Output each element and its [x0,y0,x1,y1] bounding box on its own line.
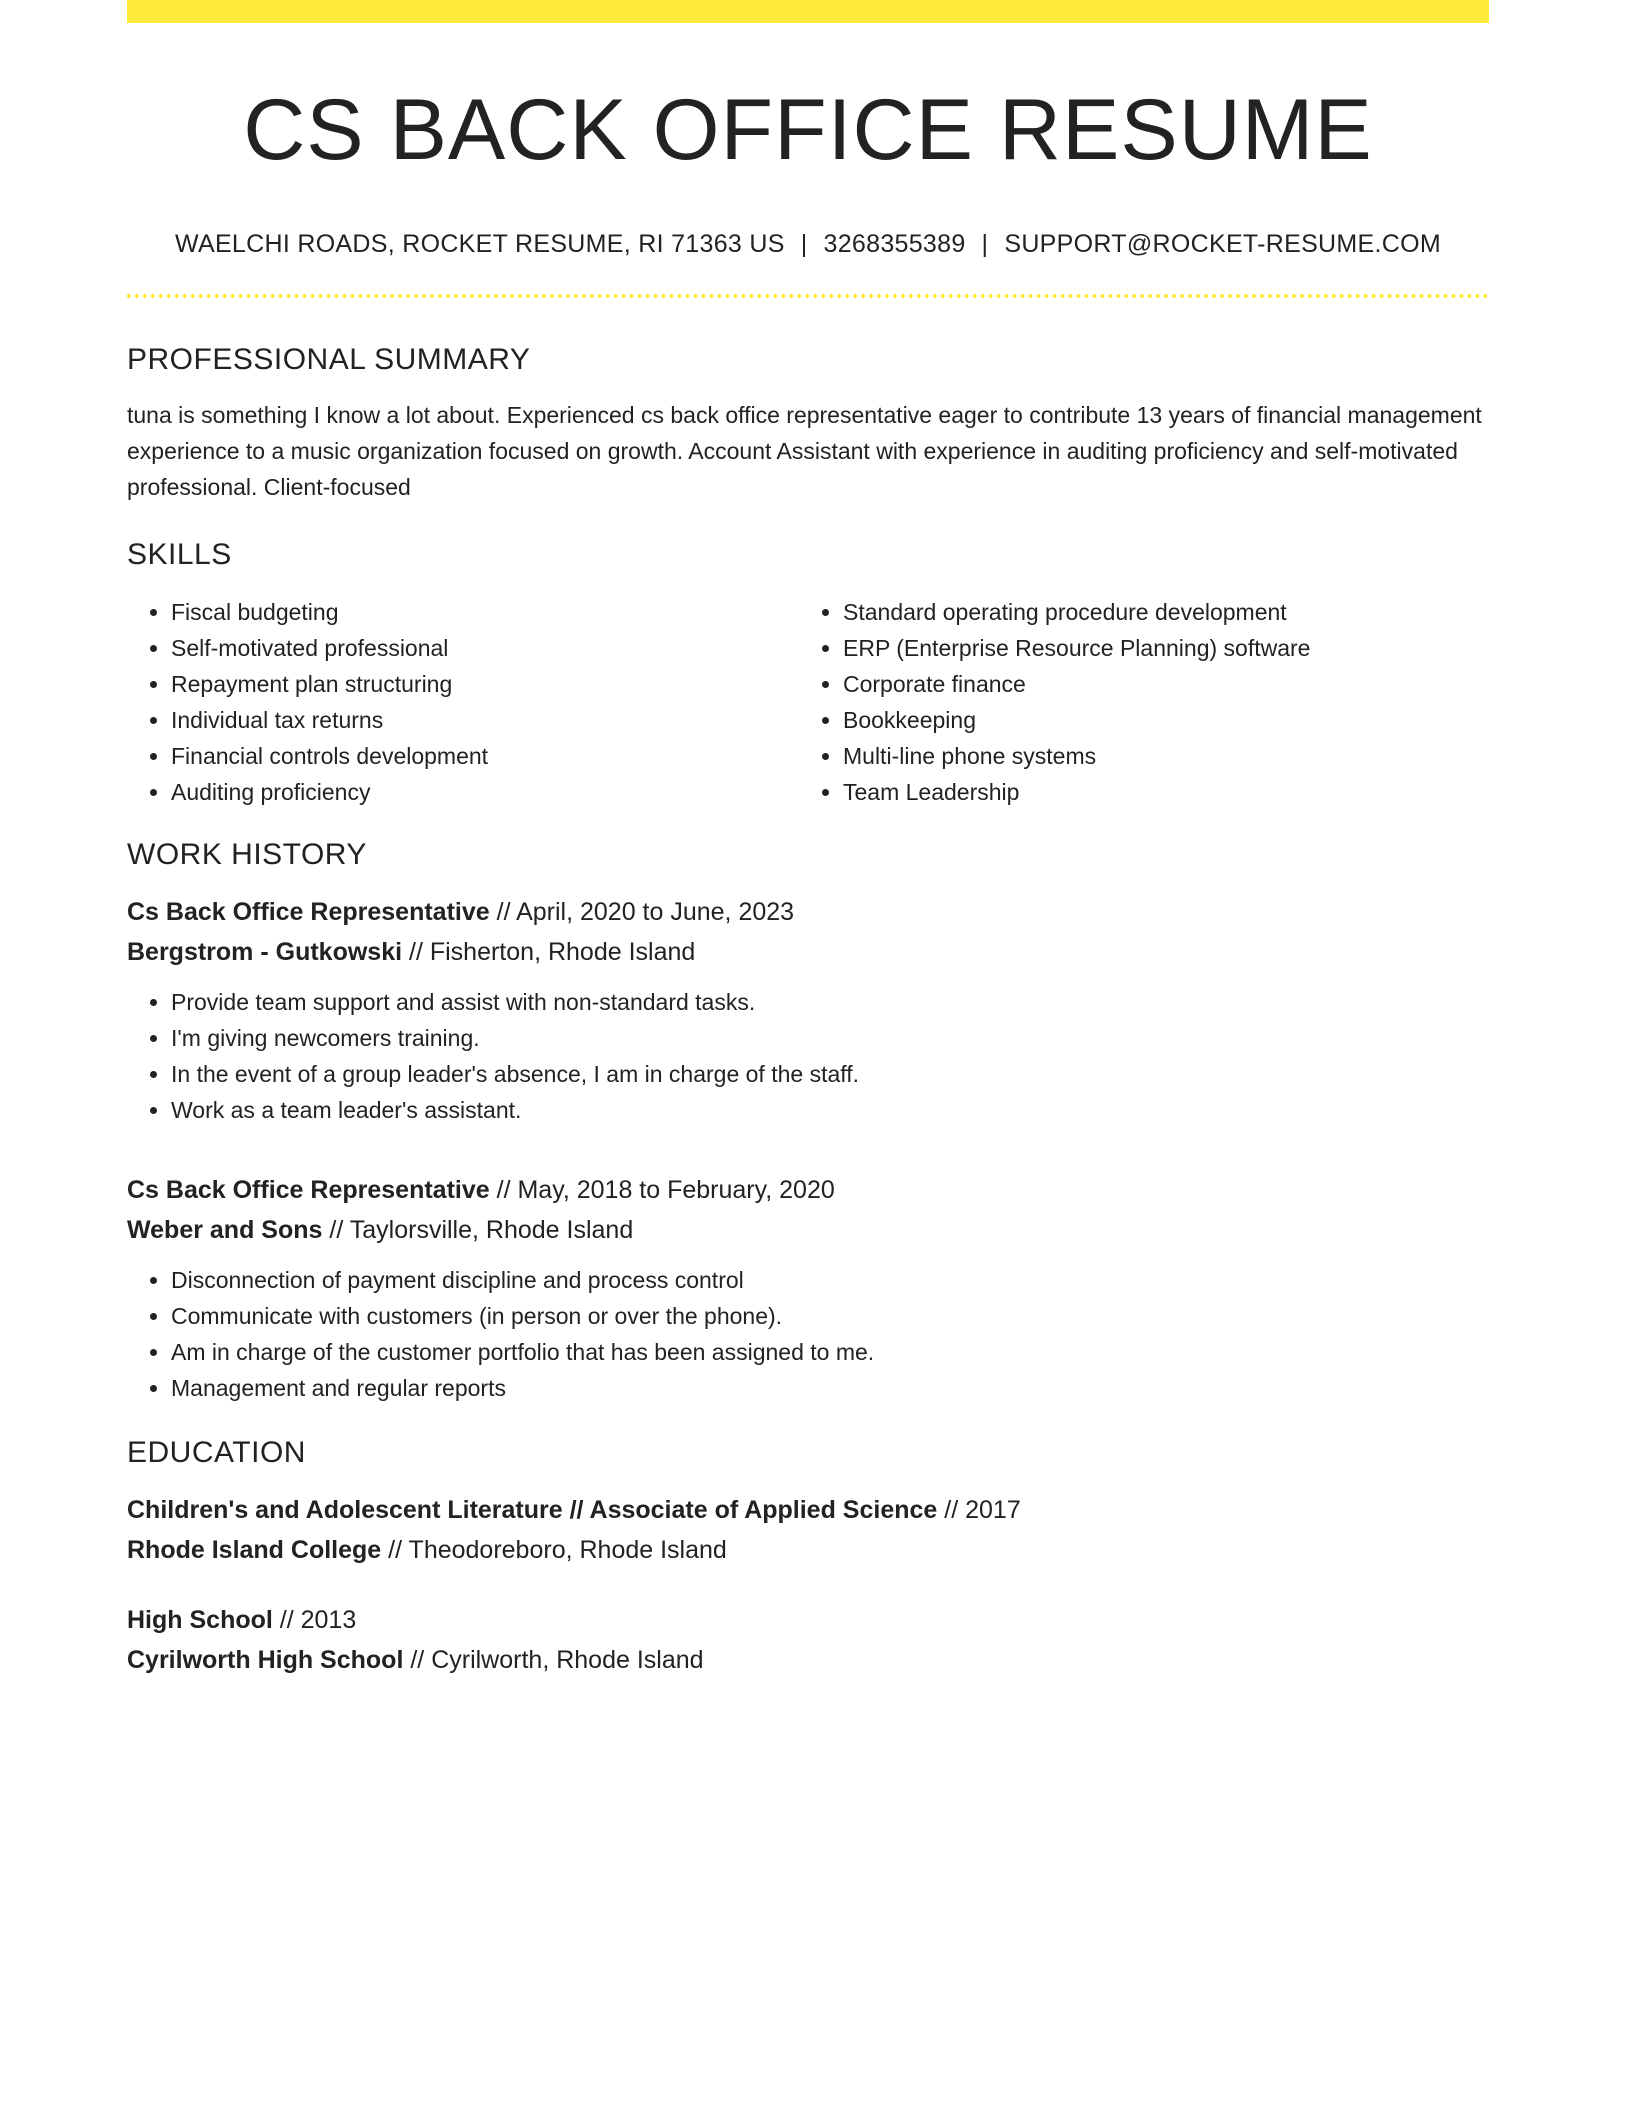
job-entry [127,892,1489,1128]
job-bullet: • I'm giving newcomers training. [171,1020,1489,1056]
job-bullet: • In the event of a group leader's absence, I am in charge of the staff. [171,1056,1489,1092]
skills-column-right [799,594,1471,810]
job-bullet: • Work as a team leader's assistant. [171,1092,1489,1128]
job-title-line [127,1170,1489,1210]
skill-item: • Repayment plan structuring [171,666,799,702]
job-bullet: • Disconnection of payment discipline and process control [171,1262,1489,1298]
skill-item: • Team Leadership [843,774,1471,810]
skill-item: • Self-motivated professional [171,630,799,666]
job-company-line [127,1210,1489,1250]
job-location: // Fisherton, Rhode Island [409,937,696,966]
job-location: // Taylorsville, Rhode Island [329,1215,634,1244]
skill-item: • Multi-line phone systems [843,738,1471,774]
education-school: Rhode Island College [127,1535,382,1564]
contact-separator: | [981,229,989,258]
skill-item: • ERP (Enterprise Resource Planning) software [843,630,1471,666]
education-degree-line [127,1600,1489,1640]
contact-phone: 3268355389 [823,229,966,258]
contact-line [127,230,1489,259]
contact-separator: | [800,229,808,258]
job-bullets [127,1262,1489,1406]
skill-item: • Individual tax returns [171,702,799,738]
skill-item: • Auditing proficiency [171,774,799,810]
job-company: Weber and Sons [127,1215,323,1244]
education-heading: EDUCATION [127,1435,306,1469]
resume-page [127,0,1489,1680]
job-title: Cs Back Office Representative [127,1175,490,1204]
job-bullet: • Management and regular reports [171,1370,1489,1406]
skills-heading: SKILLS [127,537,232,571]
job-company-line [127,932,1489,972]
top-accent-bar [127,0,1489,23]
skill-item: • Fiscal budgeting [171,594,799,630]
job-company: Bergstrom - Gutkowski [127,937,403,966]
job-title: Cs Back Office Representative [127,897,490,926]
education-entry [127,1490,1489,1570]
job-bullets [127,984,1489,1128]
education-location: // Cyrilworth, Rhode Island [410,1645,704,1674]
education-school-line [127,1640,1489,1680]
education-year: // 2017 [944,1495,1021,1524]
job-bullet: • Provide team support and assist with non-standard tasks. [171,984,1489,1020]
job-bullet: • Communicate with customers (in person or over the phone). [171,1298,1489,1334]
job-dates: // May, 2018 to February, 2020 [496,1175,835,1204]
skill-item: • Corporate finance [843,666,1471,702]
dotted-divider [127,294,1489,298]
skill-item: • Financial controls development [171,738,799,774]
education-year: // 2013 [279,1605,357,1634]
work-history-heading: WORK HISTORY [127,837,367,871]
contact-address: WAELCHI ROADS, ROCKET RESUME, RI 71363 US [175,229,785,258]
education-location: // Theodoreboro, Rhode Island [388,1535,727,1564]
job-entry [127,1170,1489,1406]
job-dates: // April, 2020 to June, 2023 [496,897,795,926]
contact-email: SUPPORT@ROCKET-RESUME.COM [1004,229,1441,258]
summary-heading: PROFESSIONAL SUMMARY [127,342,531,376]
education-entry [127,1600,1489,1680]
education-school-line [127,1530,1489,1570]
education-degree-line [127,1490,1489,1530]
education-degree: Children's and Adolescent Literature // Associate of Applied Science [127,1495,938,1524]
skill-item: • Standard operating procedure development [843,594,1471,630]
education-degree: High School [127,1605,273,1634]
education-school: Cyrilworth High School [127,1645,404,1674]
job-bullet: • Am in charge of the customer portfolio that has been assigned to me. [171,1334,1489,1370]
resume-title: CS BACK OFFICE RESUME [243,82,1373,178]
skill-item: • Bookkeeping [843,702,1471,738]
summary-text: tuna is something I know a lot about. Experienced cs back office representative eager to contribute 13 years of financial management experience to a music organization focused on growth. Account Assistant with experience in auditing proficiency and self-motivated professional. Client-focused [127,401,1482,500]
skills-list [127,594,1489,810]
job-title-line [127,892,1489,932]
skills-column-left [127,594,799,810]
